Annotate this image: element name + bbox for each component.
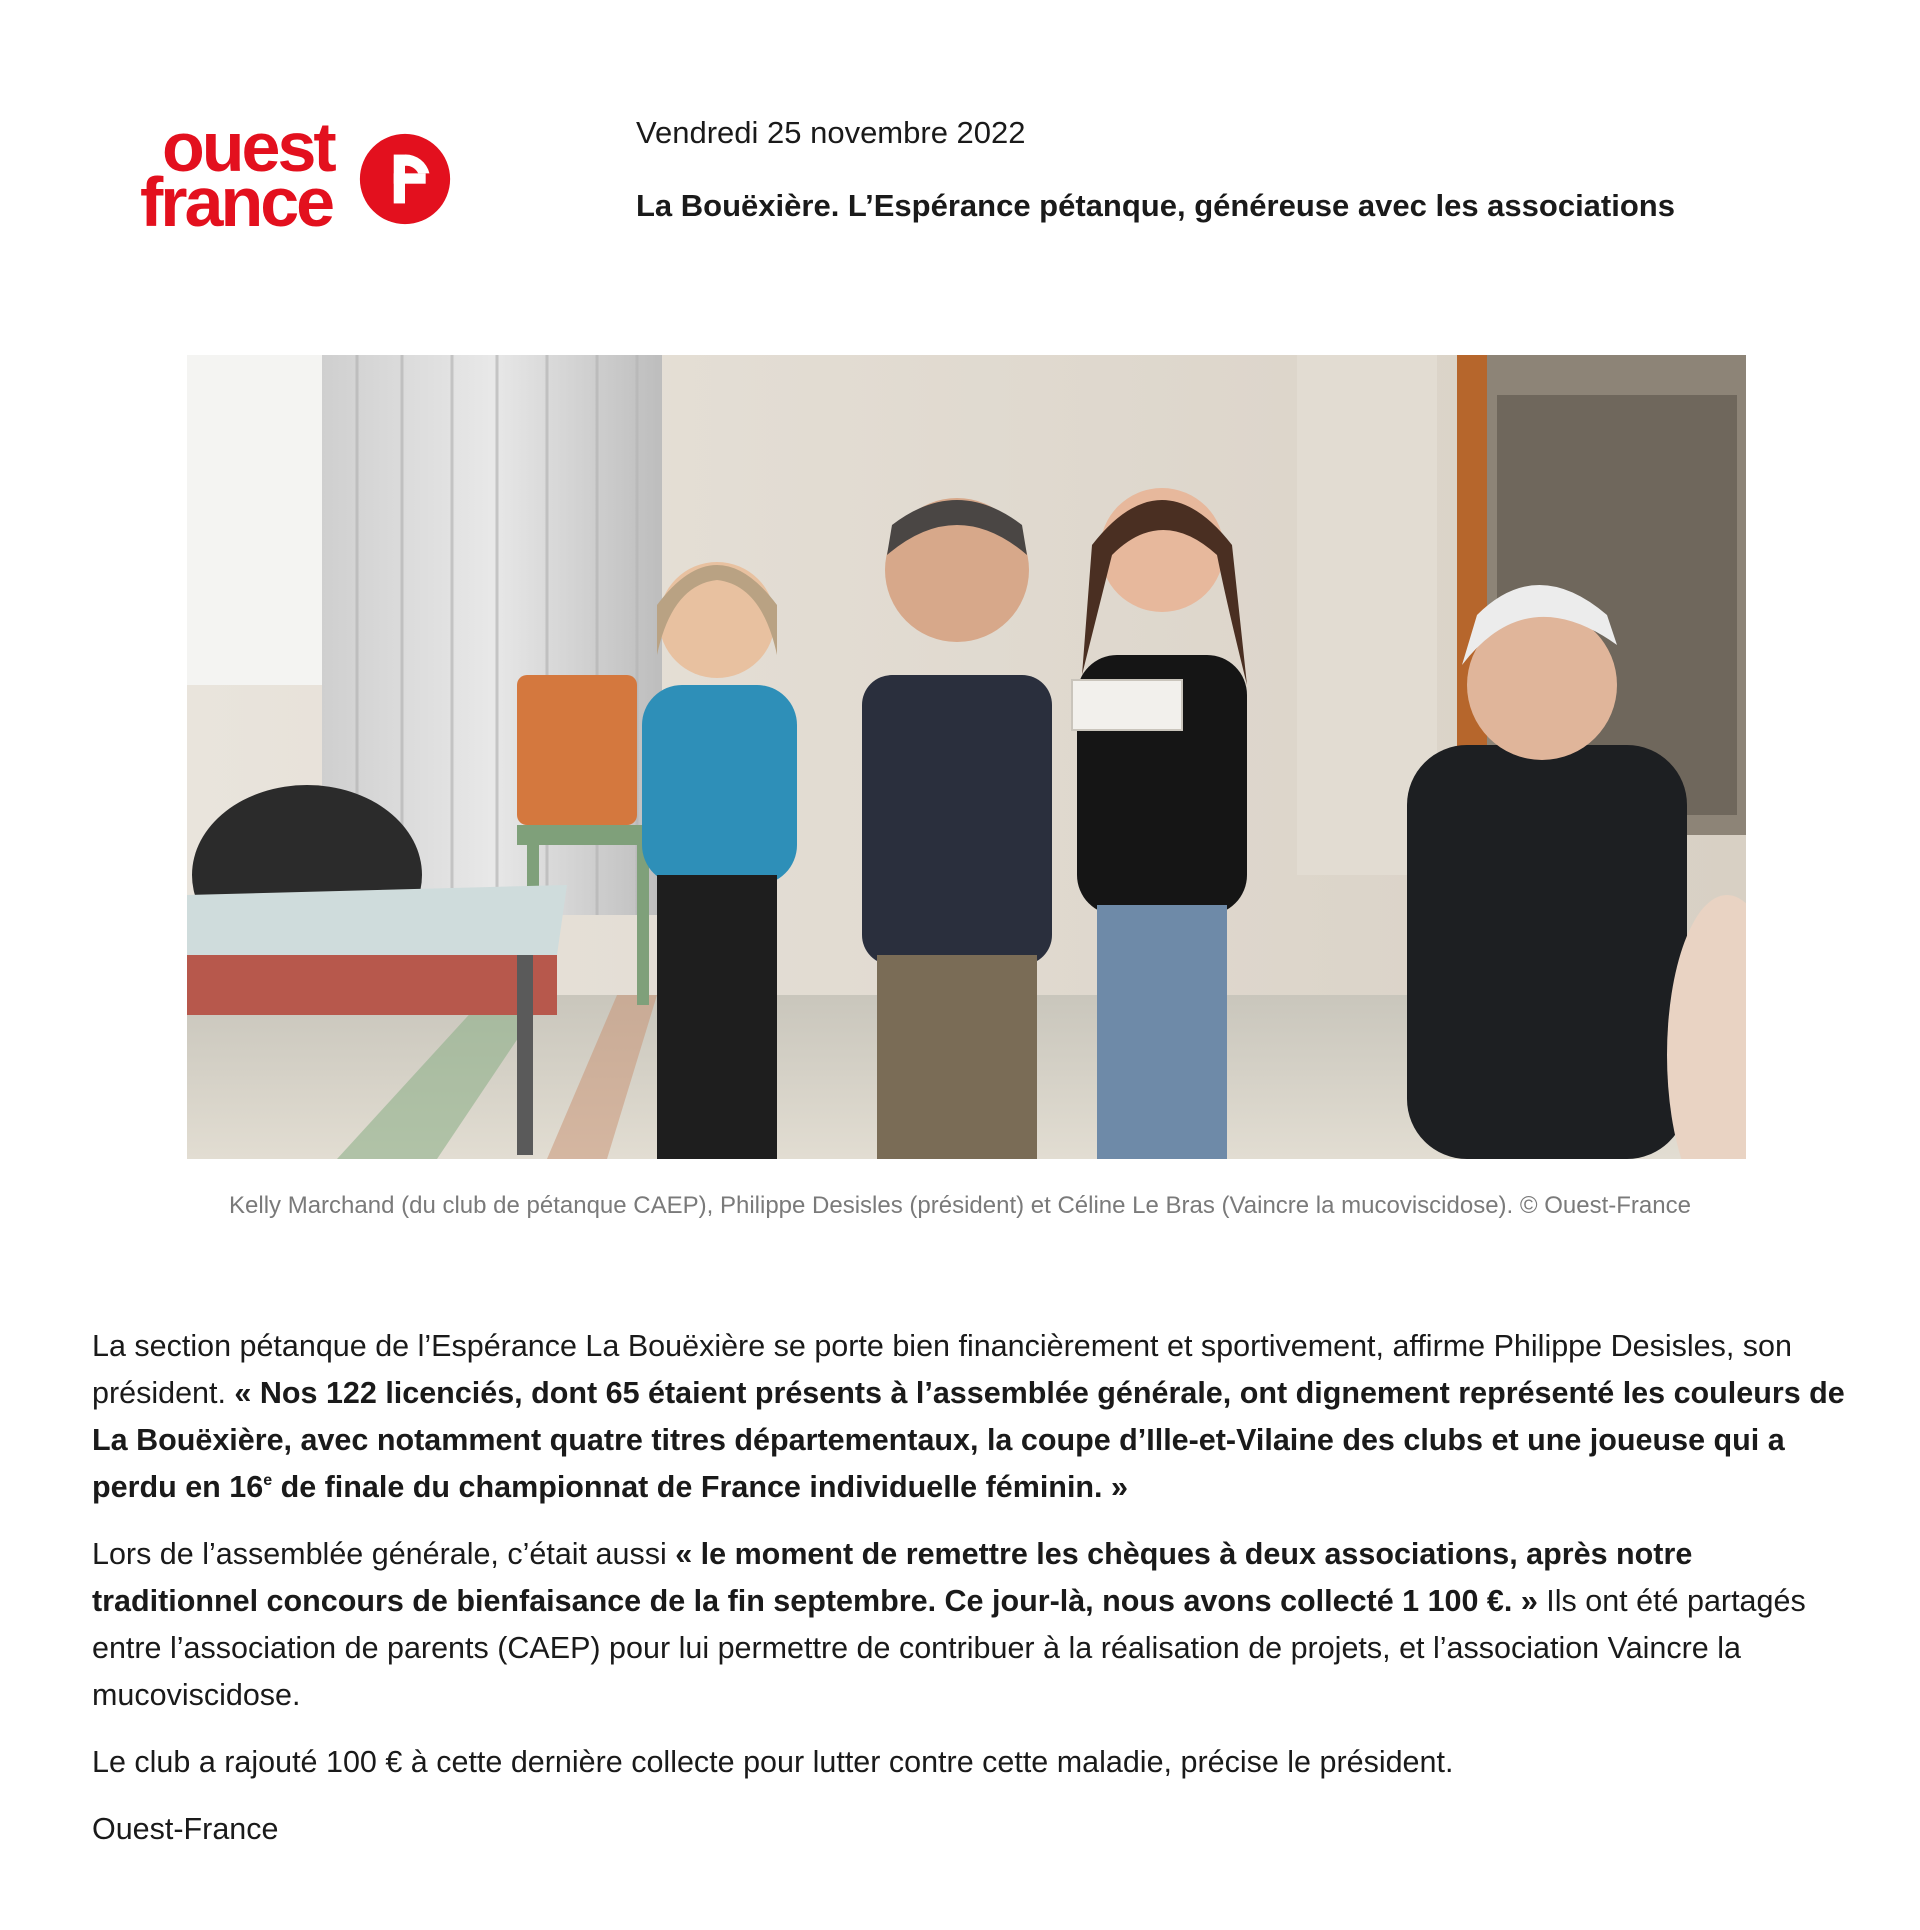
paragraph-1-quote-b: de finale du championnat de France individuelle féminin. » — [272, 1470, 1128, 1504]
logo-line-ouest: ouest — [162, 108, 334, 186]
article-date: Vendredi 25 novembre 2022 — [636, 115, 1026, 150]
paragraph-2 — [92, 1531, 1852, 1719]
logo-wordmark — [140, 108, 334, 241]
photo-caption: Kelly Marchand (du club de pétanque CAEP), Philippe Desisles (président) et Céline Le Bras (Vaincre la mucoviscidose). © Ouest-France — [229, 1192, 1691, 1219]
paragraph-2-quote: « le moment de remettre les chèques à deux associations, après notre traditionnel concours de bienfaisance de la fin septembre. Ce jour-là, nous avons collecté 1 100 €. » — [92, 1537, 1693, 1618]
article-photo — [187, 355, 1746, 1159]
paragraph-1-quote — [92, 1376, 1845, 1504]
photo-illustration — [187, 355, 1746, 1159]
ouest-france-circle-logo-icon — [358, 132, 452, 226]
paragraph-3: Le club a rajouté 100 € à cette dernière collecte pour lutter contre cette maladie, précise le président. — [92, 1745, 1454, 1779]
article-signature: Ouest-France — [92, 1812, 279, 1846]
paragraph-2-intro: Lors de l’assemblée générale, c’était aussi — [92, 1537, 676, 1571]
article-headline: La Bouëxière. L’Espérance pétanque, généreuse avec les associations — [636, 188, 1675, 223]
ouest-france-logo — [140, 108, 460, 241]
paragraph-2-rest: Ils ont été partagés entre l’association de parents (CAEP) pour lui permettre de contribuer à la réalisation de projets, et l’association Vaincre la mucoviscidose. — [92, 1584, 1806, 1712]
paragraph-1-intro: La section pétanque de l’Espérance La Bouëxière se porte bien financièrement et sportivement, affirme Philippe Desisles, son président. — [92, 1329, 1792, 1410]
ordinal-superscript: e — [263, 1472, 273, 1489]
logo-line-france: france — [140, 162, 333, 241]
paragraph-1 — [92, 1323, 1852, 1511]
paragraph-1-quote-a: « Nos 122 licenciés, dont 65 étaient présents à l’assemblée générale, ont dignement représenté les couleurs de La Bouëxière, avec notamment quatre titres départementaux, la coupe d’Ille-et-Vilaine des clubs et une joueuse qui a perdu en 16 — [92, 1376, 1845, 1504]
article-body — [92, 1323, 1852, 1873]
